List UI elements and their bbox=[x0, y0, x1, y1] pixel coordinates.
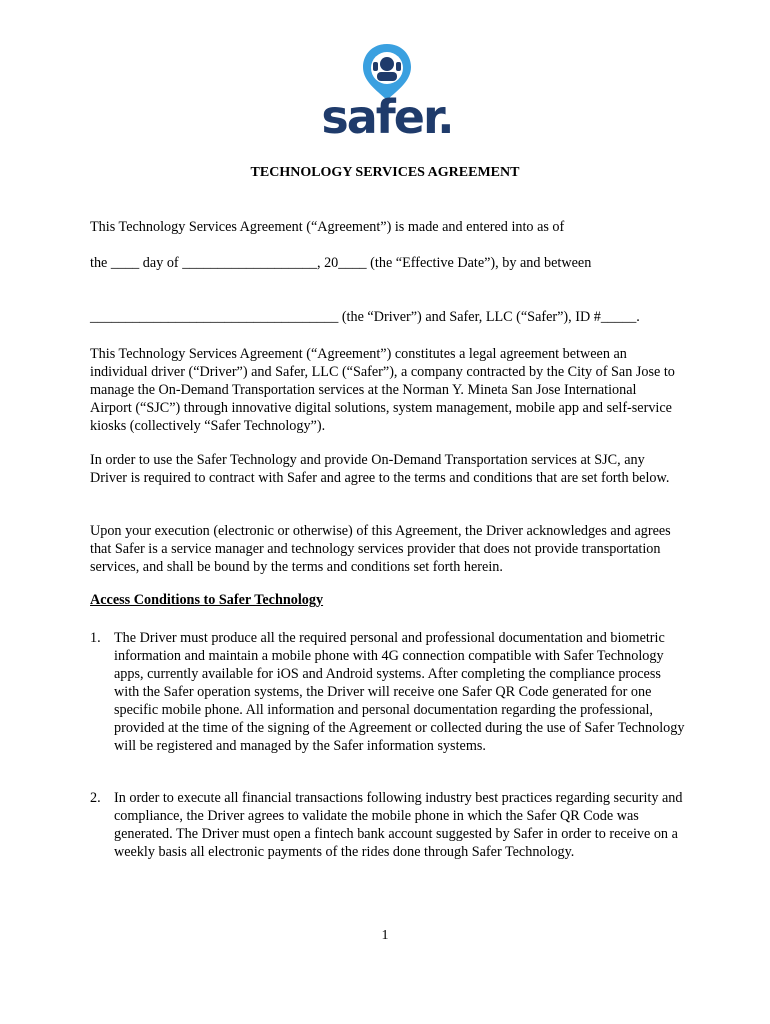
paragraph-2: In order to use the Safer Technology and provide On-Demand Transportation services at SJC, any Driver is required to contract with Safer and agree to the terms and conditions that are set forth below. bbox=[90, 452, 670, 486]
list-item bbox=[90, 789, 685, 861]
paragraph-1: This Technology Services Agreement (“Agreement”) constitutes a legal agreement between an individual driver (“Driver”) and Safer, LLC (“Safer”), a company contracted by the City of San Jose to manage the On-Demand Transportation services at the Norman Y. Mineta San Jose International Airport (“SJC”) through innovative digital solutions, system management, mobile app and self-service kiosks (collectively “Safer Technology”). bbox=[90, 346, 675, 434]
list-item-text: In order to execute all financial transactions following industry best practices regarding security and compliance, the Driver agrees to validate the mobile phone in which the Safer QR Code was generated. The Driver must open a fintech bank account suggested by Safer in order to receive on a weekly basis all electronic payments of the rides done through Safer Technology. bbox=[114, 790, 683, 860]
list-item-number: 2. bbox=[90, 790, 101, 806]
list-item-text: The Driver must produce all the required personal and professional documentation and biometric information and maintain a mobile phone with 4G connection compatible with Safer Technology apps, currently available for iOS and Android systems. After completing the compliance process with the Safer operation systems, the Driver will receive one Safer QR Code generated for one specific mobile phone. All information and personal documentation regarding the professional, provided at the time of the signing of the Agreement or collected during the use of Safer Technology will be registered and managed by the Safer information systems. bbox=[114, 630, 685, 754]
intro-line-2: the ____ day of ___________________, 20____ (the “Effective Date”), by and between bbox=[90, 255, 592, 271]
logo-wordmark: safer. bbox=[321, 90, 453, 144]
intro-line-3: ___________________________________ (the “Driver”) and Safer, LLC (“Safer”), ID #_____. bbox=[90, 309, 640, 325]
safer-logo bbox=[314, 42, 460, 150]
list-item bbox=[90, 629, 685, 755]
page-number: 1 bbox=[381, 928, 389, 943]
paragraph-3: Upon your execution (electronic or otherwise) of this Agreement, the Driver acknowledges and agrees that Safer is a service manager and technology services provider that does not provide transportation services, and shall be bound by the terms and conditions set forth herein. bbox=[90, 523, 671, 575]
list-item-number: 1. bbox=[90, 630, 101, 646]
intro-line-1: This Technology Services Agreement (“Agreement”) is made and entered into as of bbox=[90, 219, 565, 235]
document-title: TECHNOLOGY SERVICES AGREEMENT bbox=[250, 165, 520, 180]
section-heading: Access Conditions to Safer Technology bbox=[90, 592, 324, 608]
